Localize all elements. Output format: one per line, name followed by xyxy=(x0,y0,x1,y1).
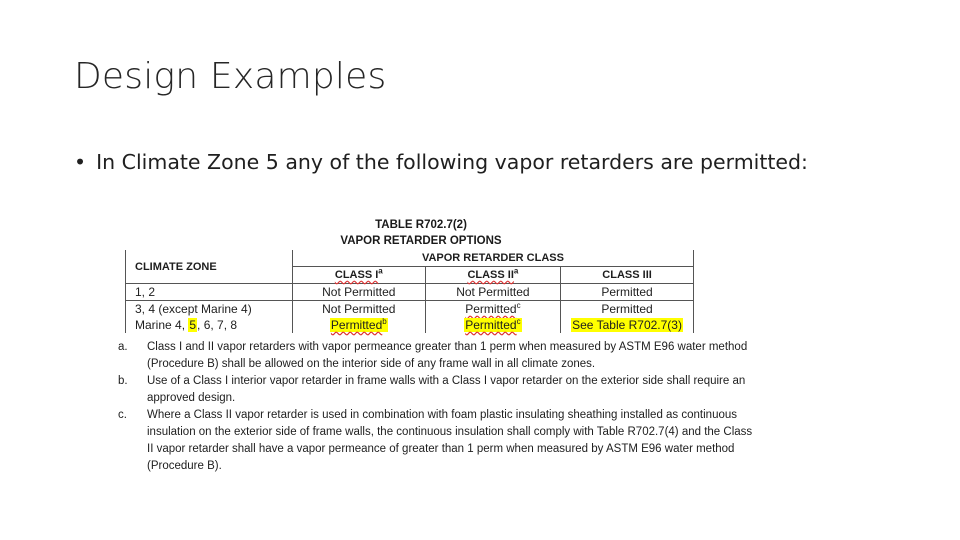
row-3-class-3 xyxy=(561,317,694,333)
row-3-class-1 xyxy=(292,317,425,333)
row-3-class-1-footnote: b xyxy=(382,317,387,326)
header-class-3: CLASS III xyxy=(561,267,694,284)
row-2-zone: 3, 4 (except Marine 4) xyxy=(126,301,293,318)
slide-title: Design Examples xyxy=(74,56,387,97)
row-1-class-1: Not Permitted xyxy=(292,284,425,301)
row-2-class-2 xyxy=(425,301,560,318)
row-3-zone-highlight: 5 xyxy=(189,318,197,332)
footnote-a xyxy=(118,339,758,373)
row-3-zone-prefix: Marine 4, xyxy=(135,318,189,332)
footnote-b xyxy=(118,373,758,407)
footnote-c-text: Where a Class II vapor retarder is used in combination with foam plastic insulating sheathing installed as continuous insulation on the exterior side of frame walls, the continuous insulation shall comply with Table R702.7(4) and the Class II vapor retarder shall have a vapor permeance of greater than 1 perm when measured by ASTM E96 water method (Procedure B). xyxy=(147,409,753,472)
table-row xyxy=(126,284,694,301)
row-1-zone: 1, 2 xyxy=(126,284,293,301)
table-row xyxy=(126,301,694,318)
row-3-zone xyxy=(126,317,293,333)
row-2-class-2-footnote: c xyxy=(516,301,521,310)
footnote-c xyxy=(118,407,758,475)
row-3-zone-suffix: , 6, 7, 8 xyxy=(197,318,238,332)
table-row xyxy=(126,317,694,333)
bullet-dot: • xyxy=(74,150,87,174)
row-3-class-2-value: Permitted xyxy=(465,318,517,332)
footnote-b-letter: b. xyxy=(118,375,128,387)
row-2-class-1: Not Permitted xyxy=(292,301,425,318)
header-class-2 xyxy=(425,267,560,284)
table-footnotes xyxy=(118,339,758,475)
row-3-class-2-highlight xyxy=(464,318,521,332)
table-caption-title: VAPOR RETARDER OPTIONS xyxy=(340,235,502,247)
table-caption-number: TABLE R702.7(2) xyxy=(375,219,467,231)
footnote-c-letter: c. xyxy=(118,409,127,421)
header-vapor-retarder-class: VAPOR RETARDER CLASS xyxy=(292,250,693,267)
footnote-a-text: Class I and II vapor retarders with vapor permeance greater than 1 perm when measured by ASTM E96 water method (Procedure B) shall be allowed on the interior side of any frame wall in all climate zones. xyxy=(147,341,748,370)
row-3-class-2 xyxy=(425,317,560,333)
vapor-retarder-table xyxy=(125,250,694,333)
header-climate-zone: CLIMATE ZONE xyxy=(126,250,293,284)
row-2-class-3: Permitted xyxy=(561,301,694,318)
header-class-1-label: CLASS I xyxy=(334,269,379,281)
row-3-class-1-highlight xyxy=(330,318,388,332)
table-header-row xyxy=(126,250,694,267)
bullet-text: In Climate Zone 5 any of the following vapor retarders are permitted: xyxy=(96,150,808,174)
row-3-class-3-value: See Table R702.7(3) xyxy=(572,318,682,332)
header-class-1 xyxy=(292,267,425,284)
header-class-2-label: CLASS II xyxy=(467,269,514,281)
row-2-class-2-value: Permitted xyxy=(465,302,517,316)
row-1-class-2: Not Permitted xyxy=(425,284,560,301)
row-3-class-2-footnote: c xyxy=(516,317,521,326)
footnote-a-letter: a. xyxy=(118,341,128,353)
row-3-class-1-value: Permitted xyxy=(330,318,383,332)
header-class-1-footnote: a xyxy=(378,266,383,276)
bullet-point xyxy=(74,150,808,174)
row-1-class-3: Permitted xyxy=(561,284,694,301)
header-class-2-footnote: a xyxy=(513,266,519,276)
footnote-b-text: Use of a Class I interior vapor retarder in frame walls with a Class I vapor retarder on the exterior side shall require an approved design. xyxy=(147,375,746,404)
